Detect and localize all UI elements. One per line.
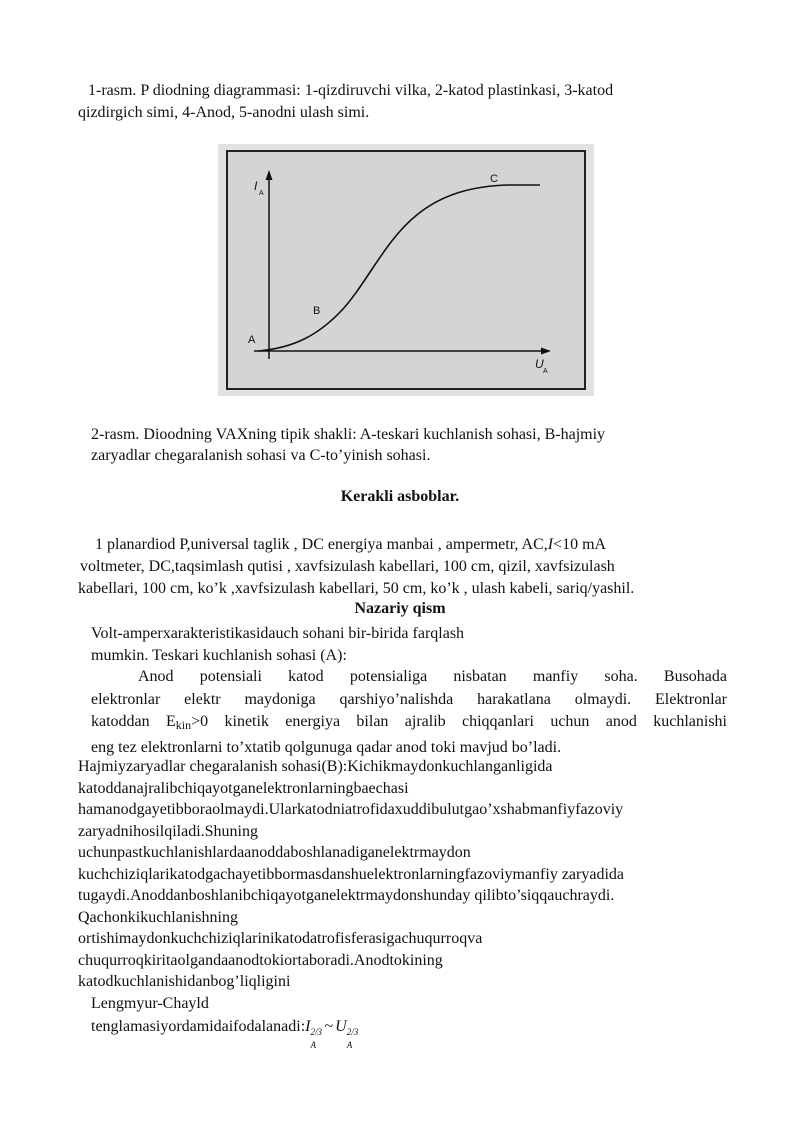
heading-theory: Nazariy qism [354,600,446,617]
caption2-line1: 2-rasm. Dioodning VAXning tipik shakli: A-teskari kuchlanish sohasi, B-hajmiy [91,426,606,443]
heading-equipment: Kerakli asboblar. [340,488,460,505]
y-axis-label: I [254,179,258,193]
formula-lhs-sup: 2/3 [310,1027,322,1037]
equipment-line1-text: 1 planardiod P,universal taglik , DC energiya manbai , ampermetr, AC, [95,536,548,553]
para-a-line2: elektronlar elektr maydoniga qarshiyo’nalishda harakatlana olmaydi. Elektronlar [91,690,727,708]
formula-rhs-sup: 2/3 [346,1027,359,1037]
para-c-line2-text: tenglamasiyordamidaifodalanadi: [91,1018,306,1035]
para-b-line2: katoddanajralibchiqayotganelektronlarningbaechasi [78,780,409,797]
equipment-line3: kabellari, 100 cm, ko’k ,xavfsizulash kabellari, 50 cm, ko’k , ulash kabeli, sariq/yashil. [78,580,635,597]
para-b-line5: uchunpastkuchlanishlardaanoddaboshlanadiganelektrmaydon [78,844,471,861]
figure-plot-area [227,151,585,389]
para-b-line8: Qachonkikuchlanishning [78,909,238,926]
equipment-line2: voltmeter, DC,taqsimlash qutisi , xavfsizulash kabellari, 100 cm, qizil, xavfsizulash [80,558,615,575]
x-axis-label-sub: A [543,368,548,375]
caption1-line2: qizdirgich simi, 4-Anod, 5-anodni ulash simi. [78,104,370,121]
para-c-line1: Lengmyur-Chayld [91,995,209,1012]
para-a-line3-pre: katoddan E [91,713,176,730]
formula-lhs: I [305,1018,311,1035]
para-a-line3-post: >0 kinetik energiya bilan ajralib chiqqanlari uchun anod kuchlanishi [191,713,728,730]
para-a-line4: eng tez elektronlarni to’xtatib qolgunuga qadar anod toki mavjud bo’ladi. [91,738,562,756]
formula-lhs-sub: A [310,1040,316,1050]
x-axis-label: U [535,357,544,371]
para-b-line10: chuqurroqkiritaolgandaanodtokiortaboradi.Anodtokining [78,952,443,969]
theory-line1: Volt-amperxarakteristikasidauch sohani bir-birida farqlash [91,625,465,642]
langmuir-formula [305,1018,361,1050]
formula-rhs-sub: A [346,1040,353,1050]
para-b-line4: zaryadnihosilqiladi.Shuning [78,823,258,840]
point-a-label: A [248,334,256,346]
para-a-line1: Anod potensiali katod potensialiga nisbatan manfiy soha. Busohada [138,668,727,685]
point-b-label: B [313,305,321,317]
para-b-line3: hamanodgayetibboraolmaydi.Ularkatodniatrofidaxuddibulutgao’xshabmanfiyfazoviy [78,801,624,818]
caption1-line1: 1-rasm. P diodning diagrammasi: 1-qizdiruvchi vilka, 2-katod plastinkasi, 3-katod [88,82,614,99]
para-b-line7: tugaydi.Anoddanboshlanibchiqayotganelektrmaydonshunday qilibto’siqqauchraydi. [78,887,615,904]
formula-operator: ~ [324,1018,334,1035]
formula-rhs: U [335,1018,347,1035]
diode-iv-figure [218,144,594,396]
caption2-line2: zaryadlar chegaralanish sohasi va C-to’yinish sohasi. [91,447,431,464]
para-c-line2 [91,1017,361,1050]
paragraph-reverse-region [91,666,727,759]
ekin-subscript: kin [175,718,192,732]
theory-line2: mumkin. Teskari kuchlanish sohasi (A): [91,647,347,664]
para-b-line1: Hajmiyzaryadlar chegaralanish sohasi(B):Kichikmaydonkuchlanganligida [78,758,553,775]
para-b-line11: katodkuchlanishidanbog’liqligini [78,973,291,990]
para-b-line6: kuchchiziqlarikatodgachayetibbormasdanshuelektronlarningfazoviymanfiy zaryadida [78,866,625,883]
y-axis-label-sub: A [259,190,264,197]
para-b-line9: ortishimaydonkuchchiziqlarinikatodatrofisferasigachuqurroqva [78,930,483,947]
para-a-line3 [91,711,727,737]
point-c-label: C [490,173,498,185]
equipment-line1 [95,535,606,555]
equipment-line1-current-symbol: I [547,536,554,553]
equipment-line1-tail: <10 mA [553,536,607,553]
